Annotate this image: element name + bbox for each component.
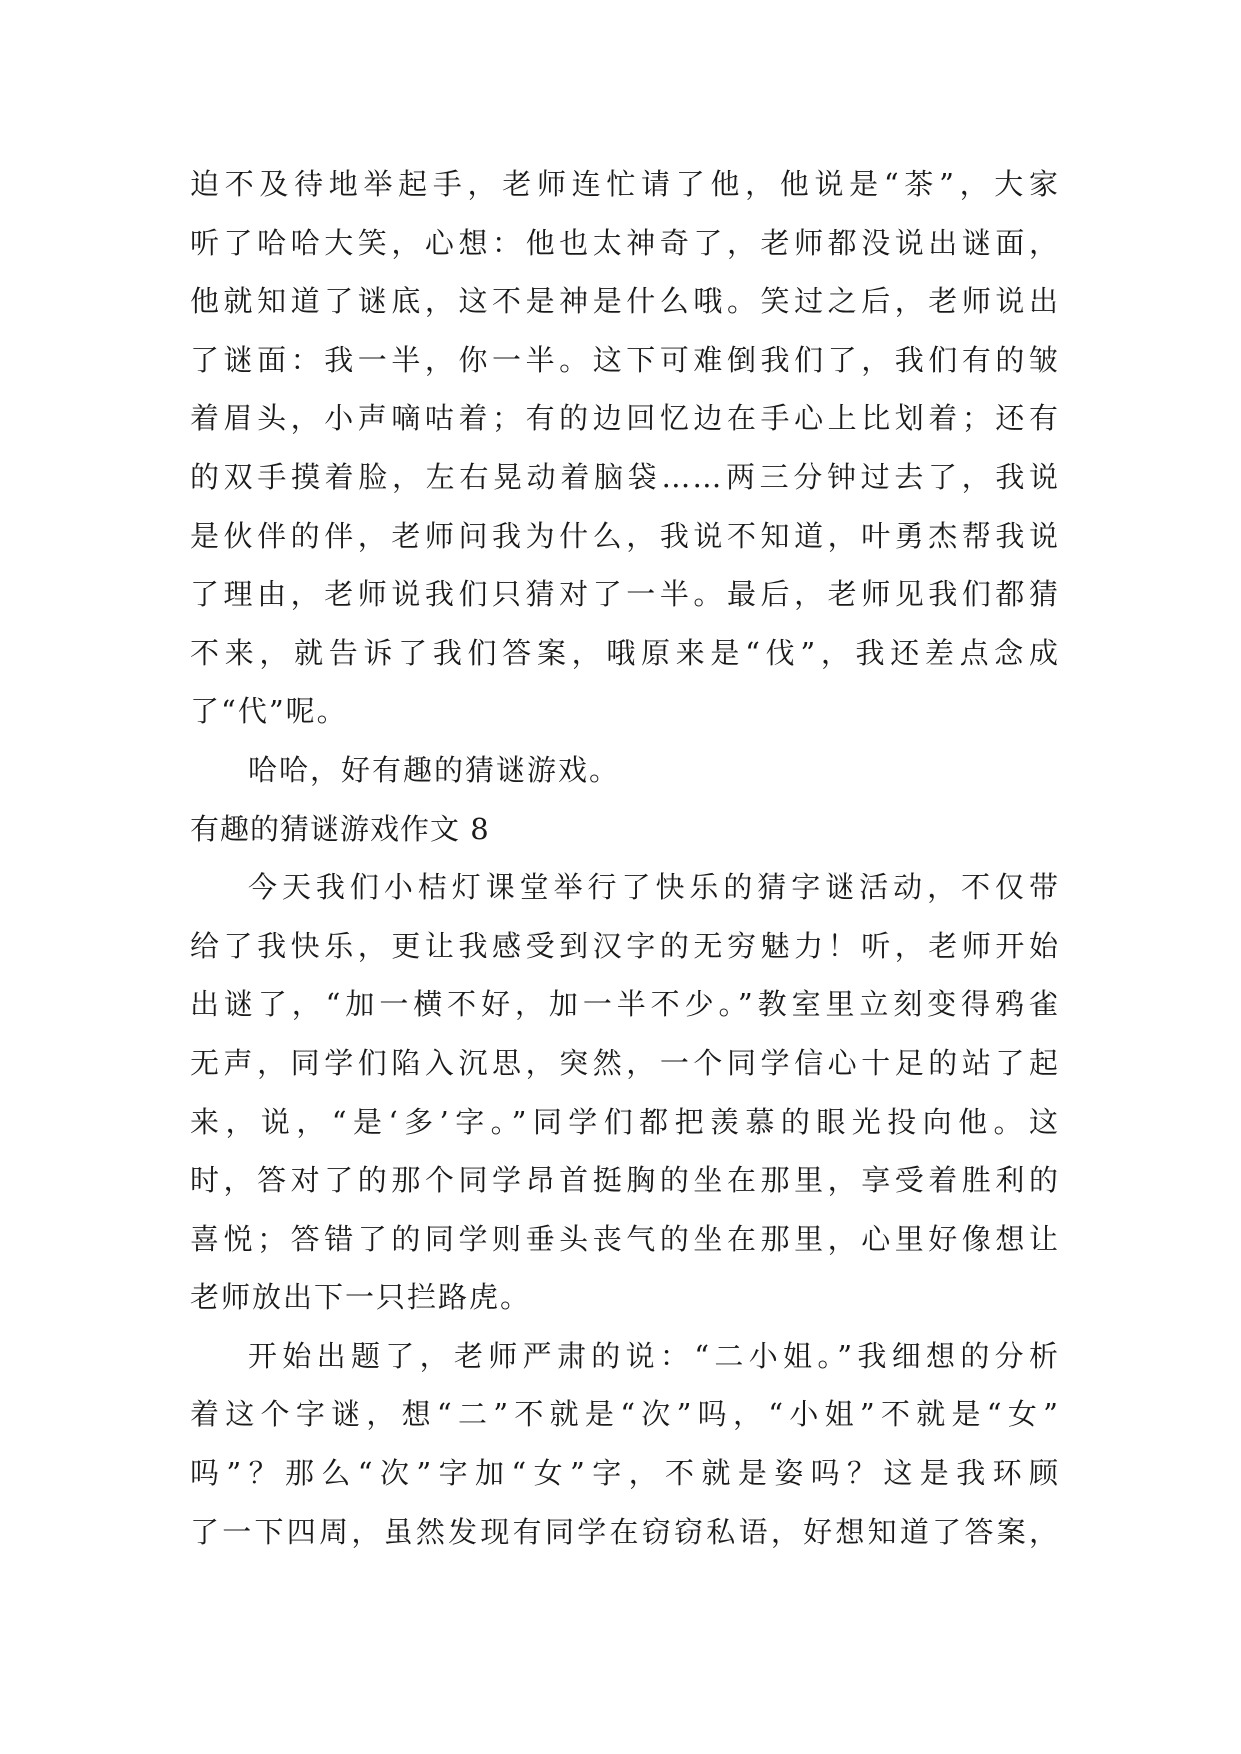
text-line: 了“代”呢。 — [190, 694, 348, 729]
text-line: 哈哈，好有趣的猜谜游戏。 — [248, 752, 621, 787]
text-line: 来，说，“是‘多’字。”同学们都把羡慕的眼光投向他。这 — [190, 1104, 1060, 1139]
paragraph-conclusion — [190, 741, 1060, 800]
text-line: 今天我们小桔灯课堂举行了快乐的猜字谜活动，不仅带 — [248, 870, 1060, 905]
text-line: 了理由，老师说我们只猜对了一半。最后，老师见我们都猜 — [190, 577, 1060, 612]
paragraph-riddle-answer — [190, 155, 1060, 741]
text-line: 着这个字谜，想“二”不就是“次”吗，“小姐”不就是“女” — [190, 1397, 1060, 1432]
text-line: 他就知道了谜底，这不是神是什么哦。笑过之后，老师说出 — [190, 284, 1060, 319]
text-line: 给了我快乐，更让我感受到汉字的无穷魅力！听，老师开始 — [190, 928, 1060, 963]
paragraph-riddle-activity — [190, 858, 1060, 1327]
document-text — [190, 155, 1060, 1561]
text-line: 是伙伴的伴，老师问我为什么，我说不知道，叶勇杰帮我说 — [190, 518, 1060, 553]
text-line: 吗”？那么“次”字加“女”字，不就是姿吗？这是我环顾 — [190, 1456, 1060, 1491]
text-line: 着眉头，小声嘀咕着；有的边回忆边在手心上比划着；还有 — [190, 401, 1060, 436]
section-heading — [190, 800, 1060, 859]
paragraph-second-riddle — [190, 1327, 1060, 1561]
text-line: 时，答对了的那个同学昂首挺胸的坐在那里，享受着胜利的 — [190, 1163, 1060, 1198]
essay-title: 有趣的猜谜游戏作文 8 — [190, 811, 490, 846]
text-line: 了谜面：我一半，你一半。这下可难倒我们了，我们有的皱 — [190, 342, 1060, 377]
text-line: 无声，同学们陷入沉思，突然，一个同学信心十足的站了起 — [190, 1045, 1060, 1080]
text-line: 的双手摸着脸，左右晃动着脑袋……两三分钟过去了，我说 — [190, 459, 1060, 494]
text-line: 不来，就告诉了我们答案，哦原来是“伐”，我还差点念成 — [190, 635, 1060, 670]
text-line: 老师放出下一只拦路虎。 — [190, 1280, 532, 1315]
text-line: 听了哈哈大笑，心想：他也太神奇了，老师都没说出谜面， — [190, 225, 1060, 260]
text-line: 迫不及待地举起手，老师连忙请了他，他说是“茶”，大家 — [190, 167, 1060, 201]
text-line: 开始出题了，老师严肃的说：“二小姐。”我细想的分析 — [248, 1338, 1060, 1373]
text-line: 喜悦；答错了的同学则垂头丧气的坐在那里，心里好像想让 — [190, 1221, 1060, 1256]
text-line: 了一下四周，虽然发现有同学在窃窃私语，好想知道了答案， — [190, 1514, 1060, 1549]
text-line: 出谜了，“加一横不好，加一半不少。”教室里立刻变得鸦雀 — [190, 987, 1060, 1022]
